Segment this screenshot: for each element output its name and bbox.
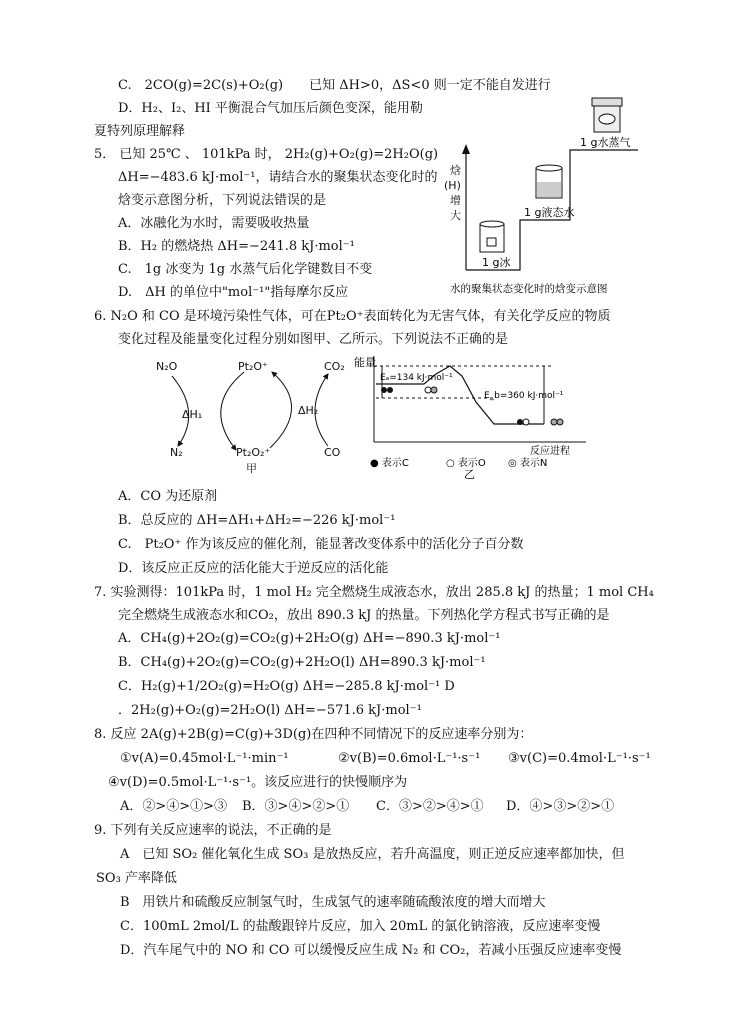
q6-option-d: D．该反应正反应的活化能大于逆反应的活化能	[118, 561, 389, 576]
enthalpy-axis-label-3: 增	[450, 194, 461, 207]
figure-jia	[152, 352, 362, 477]
vapor-label: 1 g水蒸气	[580, 136, 631, 149]
q5-option-b: B．H₂ 的燃烧热 ΔH=−241.8 kJ·mol⁻¹	[118, 239, 355, 254]
co-label: CO	[324, 446, 341, 459]
co2-label: CO₂	[324, 360, 345, 373]
liquid-beaker-icon	[536, 165, 562, 198]
q7-option-a: A．CH₄(g)+2O₂(g)=CO₂(g)+2H₂O(g) ΔH=−890.3 kJ·mol⁻¹	[118, 631, 501, 646]
q5-option-a: A．冰融化为水时，需要吸收热量	[118, 216, 310, 231]
legend-n: ◎ 表示N	[508, 458, 548, 469]
enthalpy-caption: 水的聚集状态变化时的焓变示意图	[450, 283, 608, 295]
eb-label: E_b=360 kJ·mol⁻¹	[484, 391, 564, 401]
enthalpy-axis-label-4: 大	[450, 209, 461, 222]
q8-rate-2: ②v(B)=0.6mol·L⁻¹·s⁻¹	[338, 751, 481, 766]
q7-option-b: B．CH₄(g)+2O₂(g)=CO₂(g)+2H₂O(l) ΔH=890.3 kJ·mol⁻¹	[118, 655, 486, 670]
enthalpy-axis-label-2: (H)	[444, 179, 461, 192]
enthalpy-diagram	[440, 92, 650, 302]
q7-option-c: C．H₂(g)+1/2O₂(g)=H₂O(g) ΔH=−285.8 kJ·mol⁻¹ D	[118, 679, 455, 694]
q8-option-d: D．④>③>②>①	[506, 799, 615, 814]
q6-option-b: B．总反应的 ΔH=ΔH₁+ΔH₂=−226 kJ·mol⁻¹	[118, 513, 396, 528]
q4-option-c: C. 2CO(g)=2C(s)+O₂(g) 已知 ΔH>0，ΔS<0 则一定不能自发进行	[118, 78, 551, 93]
q5-stem-2: ΔH=−483.6 kJ·mol⁻¹，请结合水的聚集状态变化时的	[118, 170, 438, 185]
dh2-label: ΔH₂	[298, 404, 319, 417]
q8-rate-4: ④v(D)=0.5mol·L⁻¹·s⁻¹。该反应进行的快慢顺序为	[108, 775, 408, 790]
q8-stem: 8. 反应 2A(g)+2B(g)=C(g)+3D(g)在四种不同情况下的反应速率分别为：	[94, 727, 533, 742]
legend-c: ● 表示C	[370, 458, 409, 469]
q4-option-d: D．H₂、I₂、HI 平衡混合气加压后颜色变深，能用勒	[118, 101, 423, 116]
q8-rate-3: ③v(C)=0.4mol·L⁻¹·s⁻¹	[508, 751, 651, 766]
q7-stem: 7. 实验测得：101kPa 时，1 mol H₂ 完全燃烧生成液态水，放出 285.8 kJ 的热量；1 mol CH₄	[94, 585, 654, 600]
q9-stem: 9. 下列有关反应速率的说法，不正确的是	[94, 823, 332, 838]
q5-stem-3: 焓变示意图分析，下列说法错误的是	[118, 193, 327, 208]
ea-label: Eₐ=134 kJ·mol⁻¹	[380, 373, 453, 383]
legend-o: ○ 表示O	[446, 458, 486, 469]
q6-stem-2: 变化过程及能量变化过程分别如图甲、乙所示。下列说法不正确的是	[118, 332, 509, 347]
q7-stem-2: 完全燃烧生成液态水和CO₂，放出 890.3 kJ 的热量。下列热化学方程式书写正确的是	[118, 608, 610, 623]
q6-stem: 6. N₂O 和 CO 是环境污染性气体，可在Pt₂O⁺表面转化为无害气体，有关化学反应的物质	[94, 309, 611, 324]
q5-stem: 5． 已知 25℃ 、 101kPa 时， 2H₂(g)+O₂(g)=2H₂O(g)	[94, 147, 439, 162]
q8-rate-1: ①v(A)=0.45mol·L⁻¹·min⁻¹	[120, 751, 289, 766]
enthalpy-axis-label-1: 焓	[450, 164, 461, 177]
figure-yi	[354, 352, 594, 480]
q9-option-a: A 已知 SO₂ 催化氧化生成 SO₃ 是放热反应，若升高温度，则正逆反应速率都加快，但	[120, 847, 625, 862]
q5-option-c: C. 1g 冰变为 1g 水蒸气后化学键数目不变	[118, 262, 373, 277]
n2o-label: N₂O	[156, 360, 178, 373]
q4-option-d-cont: 夏特列原理解释	[94, 124, 186, 139]
yi-ylabel: 能量	[354, 356, 376, 369]
q6-option-c: C. Pt₂O⁺ 作为该反应的催化剂，能显著改变体系中的活化分子百分数	[118, 537, 524, 552]
yi-label: 乙	[464, 468, 475, 480]
pt2o-label: Pt₂O⁺	[238, 360, 268, 373]
q6-option-a: A．CO 为还原剂	[118, 489, 218, 504]
q9-option-d: D．汽车尾气中的 NO 和 CO 可以缓慢反应生成 N₂ 和 CO₂，若减小压强反应速率变慢	[120, 943, 622, 958]
liquid-label: 1 g液态水	[524, 206, 575, 219]
q7-option-d: ．2H₂(g)+O₂(g)=2H₂O(l) ΔH=−571.6 kJ·mol⁻¹	[118, 703, 422, 718]
arrow-pt2o-pt2o2	[221, 372, 244, 450]
q9-option-a-cont: SO₃ 产率降低	[96, 871, 177, 886]
reactant-molecules-icon	[381, 387, 437, 393]
arrow-pt2o2-pt2o	[270, 372, 292, 448]
dh1-label: ΔH₁	[182, 408, 203, 421]
ice-label: 1 g冰	[482, 256, 511, 269]
q5-option-d: D. ΔH 的单位中"mol⁻¹"指每摩尔反应	[118, 285, 349, 300]
q8-option-a: A．②>④>①>③	[120, 799, 228, 814]
vapor-beaker-icon	[592, 98, 622, 132]
q9-option-c: C．100mL 2mol/L 的盐酸跟锌片反应，加入 20mL 的氯化钠溶液，反应速率变慢	[120, 919, 601, 934]
pt2o2-label: Pt₂O₂⁺	[236, 446, 271, 459]
q9-option-b: B 用铁片和硫酸反应制氢气时，生成氢气的速率随硫酸浓度的增大而增大	[120, 895, 546, 910]
axis-arrow-icon	[462, 144, 470, 154]
n2-label: N₂	[170, 446, 183, 459]
q8-option-c: C．③>②>④>①	[376, 799, 484, 814]
jia-label: 甲	[246, 462, 257, 475]
yi-xlabel: 反应进程	[530, 446, 570, 457]
ice-beaker-icon	[480, 221, 504, 252]
q8-option-b: B．③>④>②>①	[242, 799, 350, 814]
